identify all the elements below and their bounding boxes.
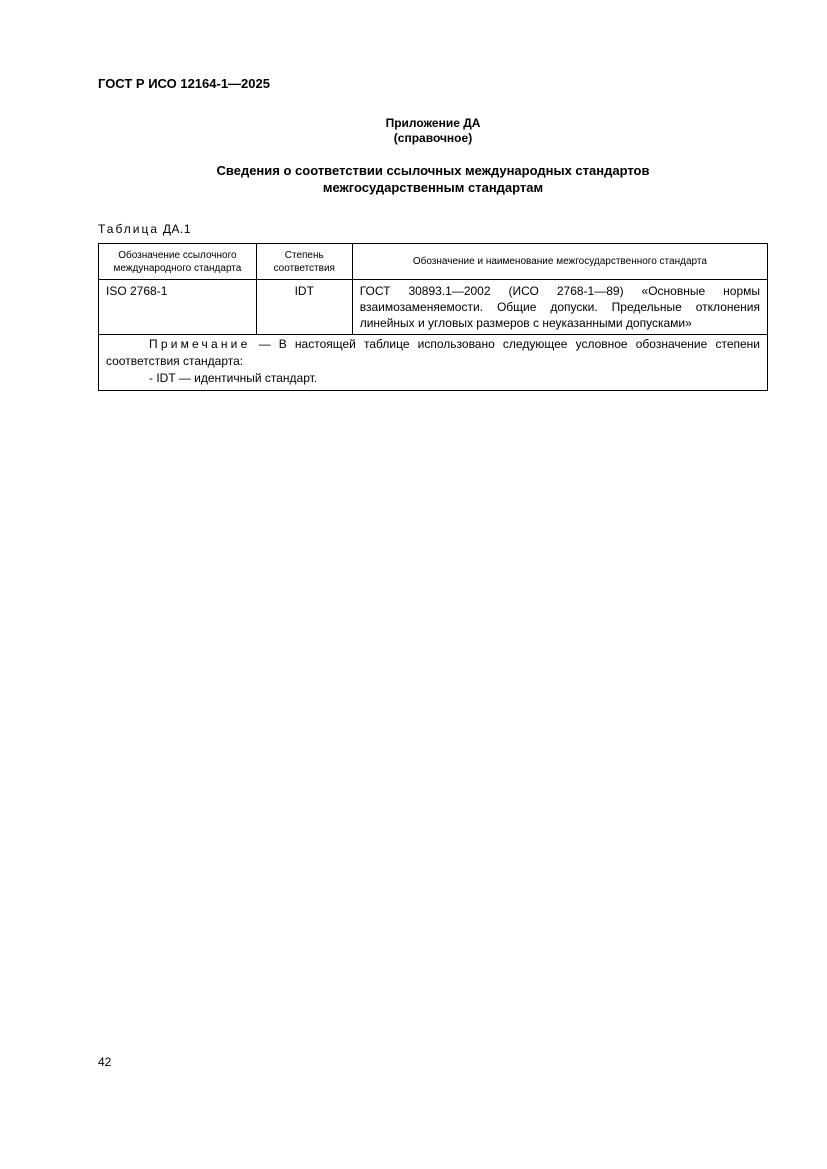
header-ref-standard: Обозначение ссылочного международного стандарта bbox=[99, 244, 257, 280]
table-row bbox=[99, 280, 768, 335]
table-header-row bbox=[99, 244, 768, 280]
table-caption-word: Таблица bbox=[98, 222, 160, 236]
table-note bbox=[99, 335, 768, 391]
cell-ref-standard: ISO 2768-1 bbox=[99, 280, 257, 335]
standards-table bbox=[98, 243, 768, 391]
note-text bbox=[106, 336, 760, 370]
note-list-item: - IDT — идентичный стандарт. bbox=[149, 371, 318, 385]
cell-interstate-standard: ГОСТ 30893.1—2002 (ИСО 2768-1—89) «Основные нормы взаимозаменяемости. Общие допуски. Предельные отклонения линейных и угловых размеров с неуказанными допусками» bbox=[352, 280, 767, 335]
note-body: — В настоящей таблице использовано следующее условное обозначение степени соответствия стандарта: bbox=[106, 337, 760, 368]
section-title bbox=[0, 162, 827, 196]
header-degree: Степень соответствия bbox=[256, 244, 352, 280]
section-title-line2: межгосударственным стандартам bbox=[322, 180, 544, 195]
table-caption-id: ДА.1 bbox=[162, 222, 192, 236]
cell-degree: IDT bbox=[256, 280, 352, 335]
table-note-row bbox=[99, 335, 768, 391]
annex-subtitle: (справочное) bbox=[393, 131, 473, 145]
document-code: ГОСТ Р ИСО 12164-1—2025 bbox=[98, 76, 270, 91]
note-label: Примечание bbox=[149, 337, 251, 351]
table-caption bbox=[98, 222, 191, 236]
section-title-line1: Сведения о соответствии ссылочных международных стандартов bbox=[216, 163, 650, 178]
page-number: 42 bbox=[98, 1055, 112, 1069]
annex-heading bbox=[0, 116, 827, 146]
annex-title: Приложение ДА bbox=[385, 116, 481, 130]
header-interstate-standard: Обозначение и наименование межгосударственного стандарта bbox=[352, 244, 767, 280]
